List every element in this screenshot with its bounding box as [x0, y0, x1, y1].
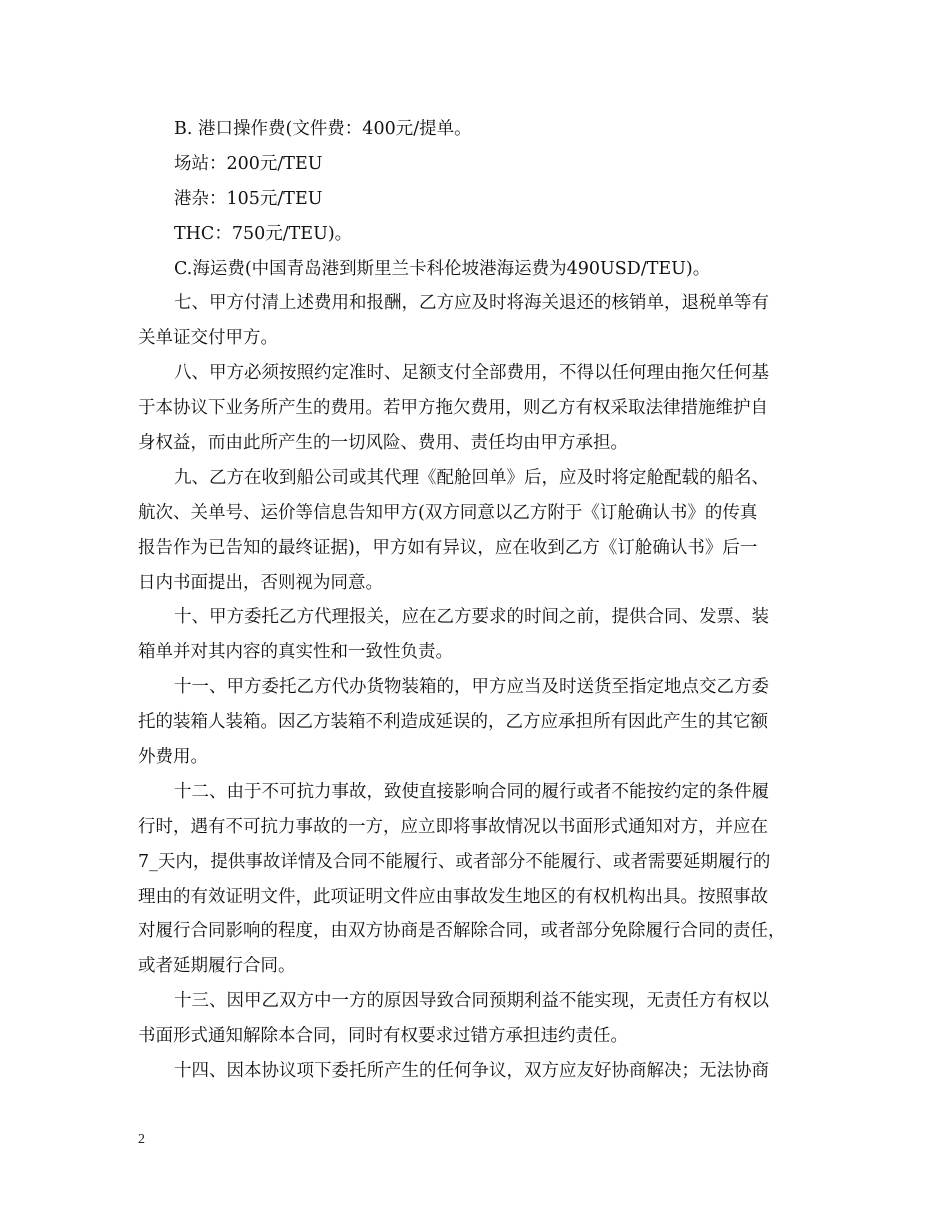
text-line: C.海运费(中国青岛港到斯里兰卡科伦坡港海运费为490USD/TEU)。	[174, 258, 711, 279]
text-line: B. 港口操作费(文件费：400元/提单。	[174, 119, 472, 139]
text-line: 7_天内，提供事故详情及合同不能履行、或者部分不能履行、或者需要延期履行的	[138, 851, 771, 872]
document-body	[138, 112, 818, 1089]
text-line: 行时，遇有不可抗力事故的一方，应立即将事故情况以书面形式通知对方，并应在	[138, 816, 768, 837]
text-line: 九、乙方在收到船公司或其代理《配舱回单》后，应及时将定舱配载的船名、	[174, 467, 769, 488]
text-line: 托的装箱人装箱。因乙方装箱不利造成延误的，乙方应承担所有因此产生的其它额	[138, 712, 768, 733]
text-line: 外费用。	[138, 747, 208, 768]
text-line: 关单证交付甲方。	[138, 328, 278, 349]
text-line: 十一、甲方委托乙方代办货物装箱的，甲方应当及时送货至指定地点交乙方委	[174, 677, 769, 698]
page-number: 2	[138, 1132, 145, 1147]
text-line: 理由的有效证明文件，此项证明文件应由事故发生地区的有权机构出具。按照事故	[138, 886, 768, 907]
text-line: 场站：200元/TEU	[174, 153, 323, 174]
text-line: 八、甲方必须按照约定准时、足额支付全部费用，不得以任何理由拖欠任何基	[174, 363, 769, 384]
text-line: 日内书面提出，否则视为同意。	[138, 572, 383, 593]
text-line: 十三、因甲乙双方中一方的原因导致合同预期利益不能实现，无责任方有权以	[174, 991, 769, 1012]
text-line: 港杂：105元/TEU	[174, 188, 323, 209]
text-line: 箱单并对其内容的真实性和一致性负责。	[138, 642, 453, 663]
text-line: 报告作为已告知的最终证据)，甲方如有异议，应在收到乙方《订舱确认书》后一	[138, 537, 758, 558]
text-line: 十、甲方委托乙方代理报关，应在乙方要求的时间之前，提供合同、发票、装	[174, 607, 769, 628]
text-line: 于本协议下业务所产生的费用。若甲方拖欠费用，则乙方有权采取法律措施维护自	[138, 398, 768, 419]
text-line: 航次、关单号、运价等信息告知甲方(双方同意以乙方附于《订舱确认书》的传真	[138, 502, 758, 523]
text-line: 十二、由于不可抗力事故，致使直接影响合同的履行或者不能按约定的条件履	[174, 781, 769, 802]
text-line: 七、甲方付清上述费用和报酬，乙方应及时将海关退还的核销单，退税单等有	[174, 293, 769, 314]
text-line: 或者延期履行合同。	[138, 956, 296, 977]
text-line: 书面形式通知解除本合同，同时有权要求过错方承担违约责任。	[138, 1026, 628, 1047]
text-line: THC：750元/TEU)。	[174, 223, 353, 244]
text-line: 身权益，而由此所产生的一切风险、费用、责任均由甲方承担。	[138, 433, 628, 454]
text-line: 十四、因本协议项下委托所产生的任何争议，双方应友好协商解决；无法协商	[174, 1061, 769, 1082]
text-line: 对履行合同影响的程度，由双方协商是否解除合同，或者部分免除履行合同的责任，	[138, 921, 786, 942]
